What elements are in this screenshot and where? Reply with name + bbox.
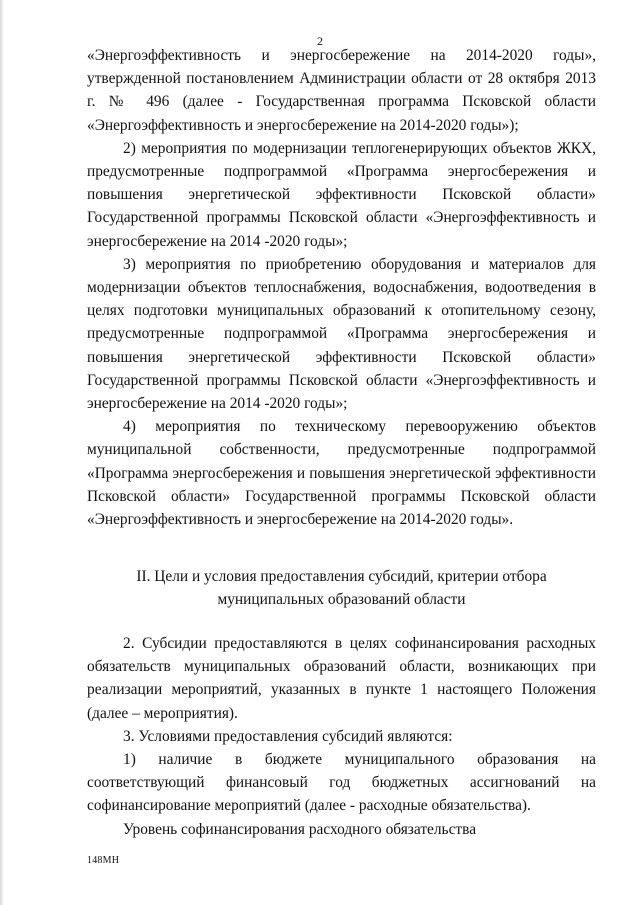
section-heading-line-2: муниципальных образований области: [217, 591, 466, 609]
paragraph-condition-1: 1) наличие в бюджете муниципального образования на соответствующий финансовый год бюджетных ассигнований на софинансирование мероприятий (далее - расходные обязательства).: [87, 751, 596, 815]
section-heading-line-1: II. Цели и условия предоставления субсидий, критерии отбора: [136, 568, 547, 585]
section-heading: [87, 565, 596, 611]
paragraph-continuation: «Энергоэффективность и энергосбережение на 2014-2020 годы», утвержденной постановлением Администрации области от 28 октября 2013 г. № 496 (далее - Государственная программа Псковской области «Энергоэффективность и энергосбережение на 2014-2020 годы»);: [87, 47, 596, 134]
paragraph-item-3: 3) мероприятия по приобретению оборудования и материалов для модернизации объектов теплоснабжения, водоснабжения, водоотведения в целях подготовки муниципальных образований к отопительному сезону, предусмотренные подпрограммой «Программа энергосбережения и повышения энергетической эффективности Псковской области» Государственной программы Псковской области «Энергоэффективность и энергосбережение на 2014 -2020 годы»;: [87, 255, 596, 413]
body-text-top: [87, 44, 596, 531]
body-text-bottom: [87, 632, 596, 841]
page-number: 2: [317, 34, 323, 48]
paragraph-clause-3: 3. Условиями предоставления субсидий являются:: [123, 727, 453, 745]
footer-document-code: 148МН: [87, 855, 120, 866]
paragraph-level: Уровень софинансирования расходного обязательства: [123, 820, 477, 838]
paragraph-item-2: 2) мероприятия по модернизации теплогенерирующих объектов ЖКХ, предусмотренные подпрограммой «Программа энергосбережения и повышения энергетической эффективности Псковской области» Государственной программы Псковской области «Энергоэффективность и энергосбережение на 2014 -2020 годы»;: [87, 139, 596, 250]
scan-edge: [0, 0, 4, 905]
paragraph-item-4: 4) мероприятия по техническому перевооружению объектов муниципальной собственности, предусмотренные подпрограммой «Программа энергосбережения и повышения энергетической эффективности Псковской области» Государственной программы Псковской области «Энергоэффективность и энергосбережение на 2014-2020 годы».: [87, 418, 596, 529]
paragraph-clause-2: 2. Субсидии предоставляются в целях софинансирования расходных обязательств муниципальных образований области, возникающих при реализации мероприятий, указанных в пункте 1 настоящего Положения (далее – мероприятия).: [87, 635, 596, 722]
